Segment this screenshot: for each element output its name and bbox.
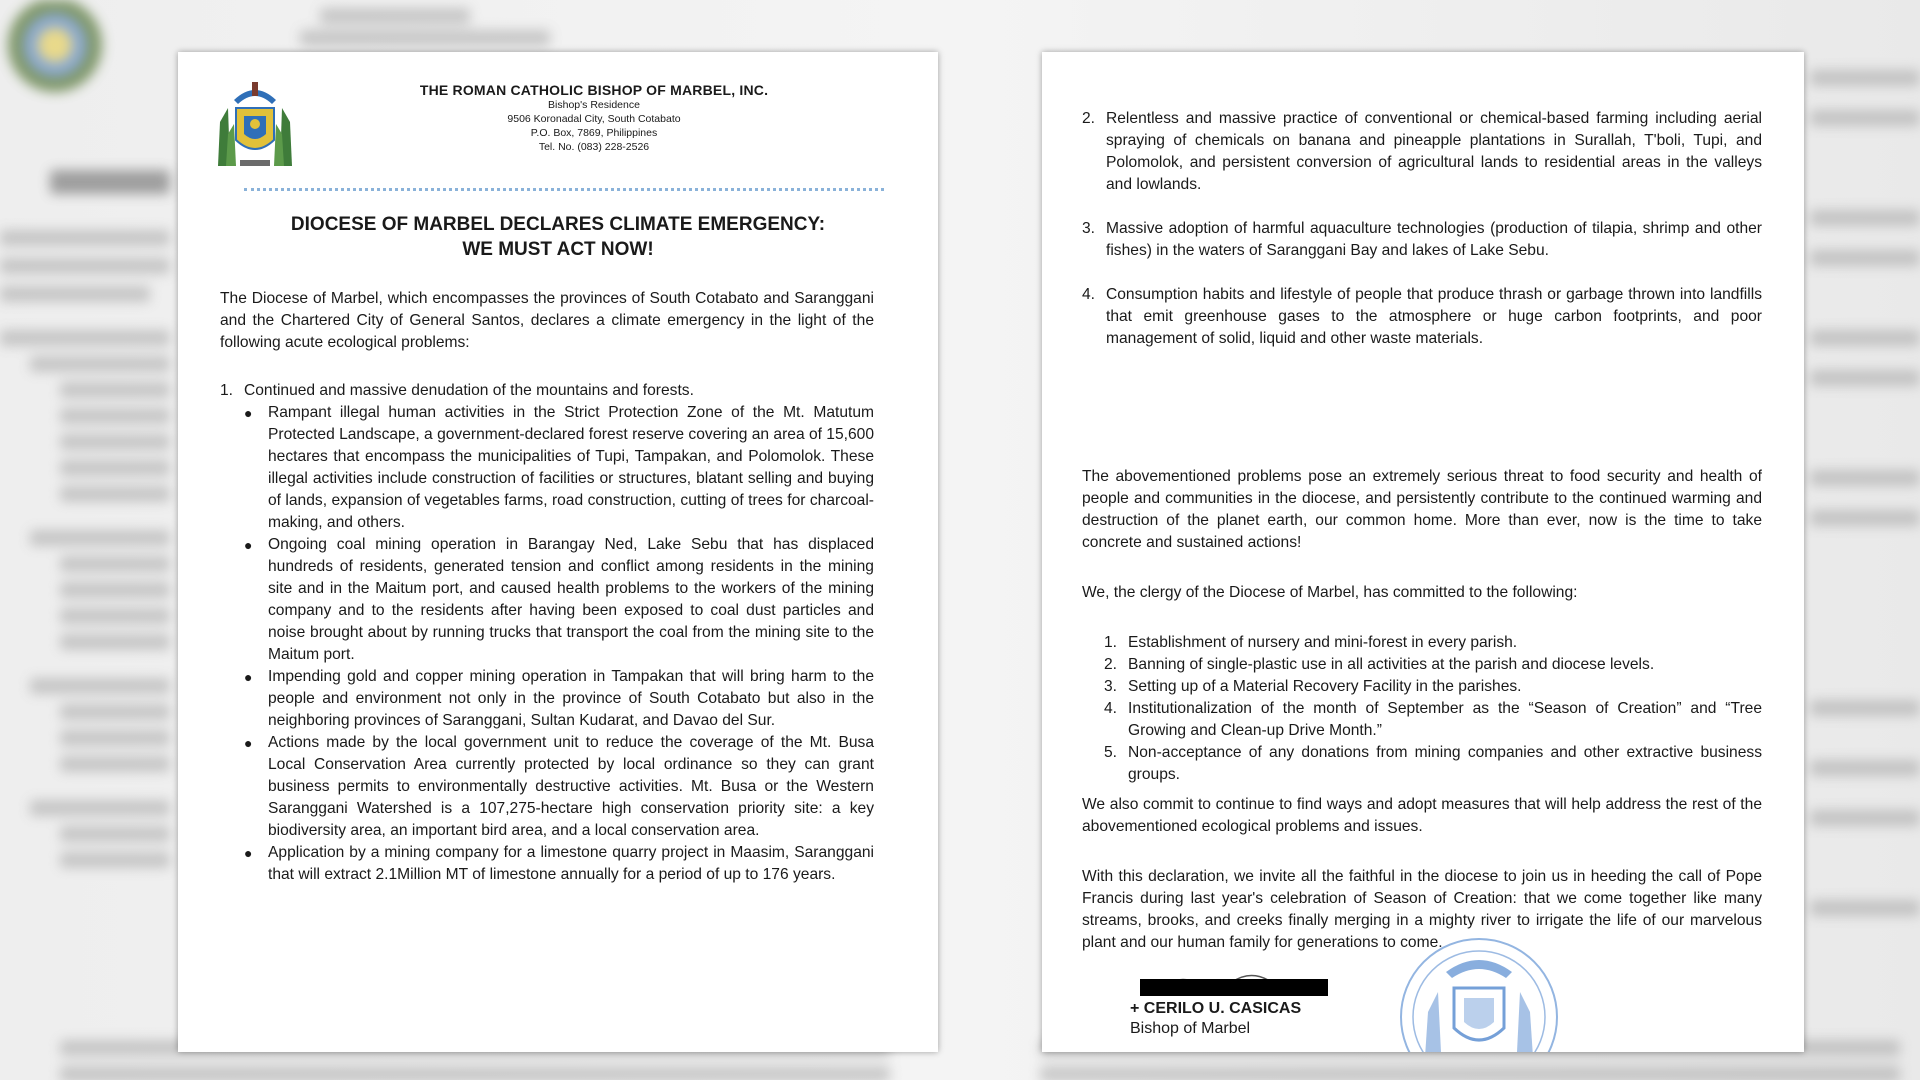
item-number: 2. <box>1082 110 1096 127</box>
title-line: WE MUST ACT NOW! <box>462 239 654 260</box>
commitment-item: 1. Establishment of nursery and mini-forest in every parish. <box>1104 634 1518 651</box>
signature-block <box>1130 999 1301 1039</box>
redacted-signature <box>1140 979 1328 996</box>
bullet-icon: ● <box>244 735 253 751</box>
item-number: 1. <box>220 382 234 399</box>
organization-name: THE ROMAN CATHOLIC BISHOP OF MARBEL, INC. <box>419 82 769 98</box>
letterhead-line: P.O. Box, 7869, Philippines <box>530 127 658 139</box>
bullet-list <box>220 402 874 886</box>
signer-name: + CERILO U. CASICAS <box>1130 1000 1302 1017</box>
closing-paragraph: With this declaration, we invite all the faithful in the diocese to join us in heeding the call of Pope Francis during last year's celebration of Season of Creation: that we come together like many streams, brooks, and creeks finally merging in a mighty river to irrigate the life of our marvelous plant and our human family for generations to come. <box>1082 868 1762 951</box>
bullet-item: ● Rampant illegal human activities in the Strict Protection Zone of the Mt. Matutum Protected Landscape, a government-declared forest reserve covering an area of 15,600 hectares that encompass the municipalities of Tupi, Tampakan, and Polomolok. These illegal activities include construction of facilities or structures, blatant selling and buying of lands, expansion of vegetables farms, road construction, cutting of trees for charcoal-making, and others. <box>244 402 874 534</box>
letterhead-line: Bishop's Residence <box>548 99 640 111</box>
document-title <box>228 212 888 262</box>
title-line: DIOCESE OF MARBEL DECLARES CLIMATE EMERGENCY: <box>290 214 826 235</box>
problem-item <box>1082 108 1762 196</box>
bullet-item: ● Ongoing coal mining operation in Barangay Ned, Lake Sebu that has displaced hundreds of residents, generated tension and conflict among residents in the mining site and in the Maitum port, and caused health problems to the workers of the mining company and to the residents after having been exposed to coal dust particles and noise brought about by running trucks that transport the coal from the mining site to the Maitum port. <box>244 534 874 666</box>
item-number: 3. <box>1082 220 1096 237</box>
bullet-icon: ● <box>244 405 253 421</box>
bullet-icon: ● <box>244 669 253 685</box>
commitment-item: 2. Banning of single-plastic use in all activities at the parish and diocese levels. <box>1104 656 1655 673</box>
item-text: Consumption habits and lifestyle of people that produce thrash or garbage thrown into landfills that emit greenhouse gases to the atmosphere or huge carbon footprints, and poor management of solid, liquid and other waste materials. <box>1106 286 1762 347</box>
commitment-item: 3. Setting up of a Material Recovery Facility in the parishes. <box>1104 678 1522 695</box>
threat-paragraph: The abovementioned problems pose an extremely serious threat to food security and health of people and communities in the diocese, and persistently contribute to the continued warming and destruction of the planet earth, our common home. More than ever, now is the time to take concrete and sustained actions! <box>1082 468 1762 551</box>
commitment-item: 5. Non-acceptance of any donations from mining companies and other extractive business groups. <box>1104 744 1762 783</box>
problem-list <box>220 380 874 886</box>
bullet-item: ● Actions made by the local government unit to reduce the coverage of the Mt. Busa Local Conservation Area currently protected by local ordinance so they can grant business permits to environmentally destructive activities. Mt. Busa or the Western Saranggani Watershed is a 107,275-hectare high conservation priority site: a key biodiversity area, an important bird area, and a local conservation area. <box>244 732 874 842</box>
commitment-item: 4. Institutionalization of the month of September as the “Season of Creation” and “Tree Growing and Clean-up Drive Month.” <box>1104 700 1762 739</box>
bullet-item: ● Application by a mining company for a limestone quarry project in Maasim, Saranggani that will extract 2.1Million MT of limestone annually for a period of up to 176 years. <box>244 842 874 886</box>
problem-item <box>1082 218 1762 262</box>
item-text: Continued and massive denudation of the mountains and forests. <box>244 382 694 399</box>
item-number: 4. <box>1082 286 1096 303</box>
bullet-icon: ● <box>244 845 253 861</box>
intro-paragraph: The Diocese of Marbel, which encompasses the provinces of South Cotabato and Saranggani and the Chartered City of General Santos, declares a climate emergency in the light of the following acute ecological problems: <box>220 290 874 351</box>
letterhead <box>214 66 904 186</box>
letterhead-line: 9506 Koronadal City, South Cotabato <box>507 113 681 125</box>
bullet-icon: ● <box>244 537 253 553</box>
commit-paragraph: We also commit to continue to find ways and adopt measures that will help address the rest of the abovementioned ecological problems and issues. <box>1082 796 1762 835</box>
background-heading <box>50 170 170 194</box>
document-page-1 <box>178 52 938 1052</box>
item-text: Relentless and massive practice of conventional or chemical-based farming including aerial spraying of chemicals on banana and pineapple plantations in Surallah, T'boli, Tupi, and Polomolok, and persistent conversion of agricultural lands to residential areas in the valleys and lowlands. <box>1106 110 1762 193</box>
diocese-seal-icon <box>214 78 296 174</box>
letterhead-divider <box>244 188 884 191</box>
signer-title: Bishop of Marbel <box>1130 1020 1251 1037</box>
item-text: Massive adoption of harmful aquaculture technologies (production of tilapia, shrimp and other fishes) in the waters of Saranggani Bay and lakes of Lake Sebu. <box>1106 220 1762 259</box>
background-seal <box>0 0 110 100</box>
problem-list-continued <box>1082 108 1762 372</box>
clergy-intro: We, the clergy of the Diocese of Marbel, has committed to the following: <box>1082 584 1578 601</box>
bullet-item: ● Impending gold and copper mining operation in Tampakan that will bring harm to the people and environment not only in the province of South Cotabato but also in the neighboring provinces of Saranggani, Sultan Kudarat, and Davao del Sur. <box>244 666 874 732</box>
document-page-2 <box>1042 52 1804 1052</box>
diocese-stamp-icon <box>1394 932 1564 1052</box>
problem-item <box>1082 284 1762 350</box>
problem-item <box>220 380 874 402</box>
letterhead-line: Tel. No. (083) 228-2526 <box>538 141 650 153</box>
commitment-list <box>1104 632 1762 786</box>
